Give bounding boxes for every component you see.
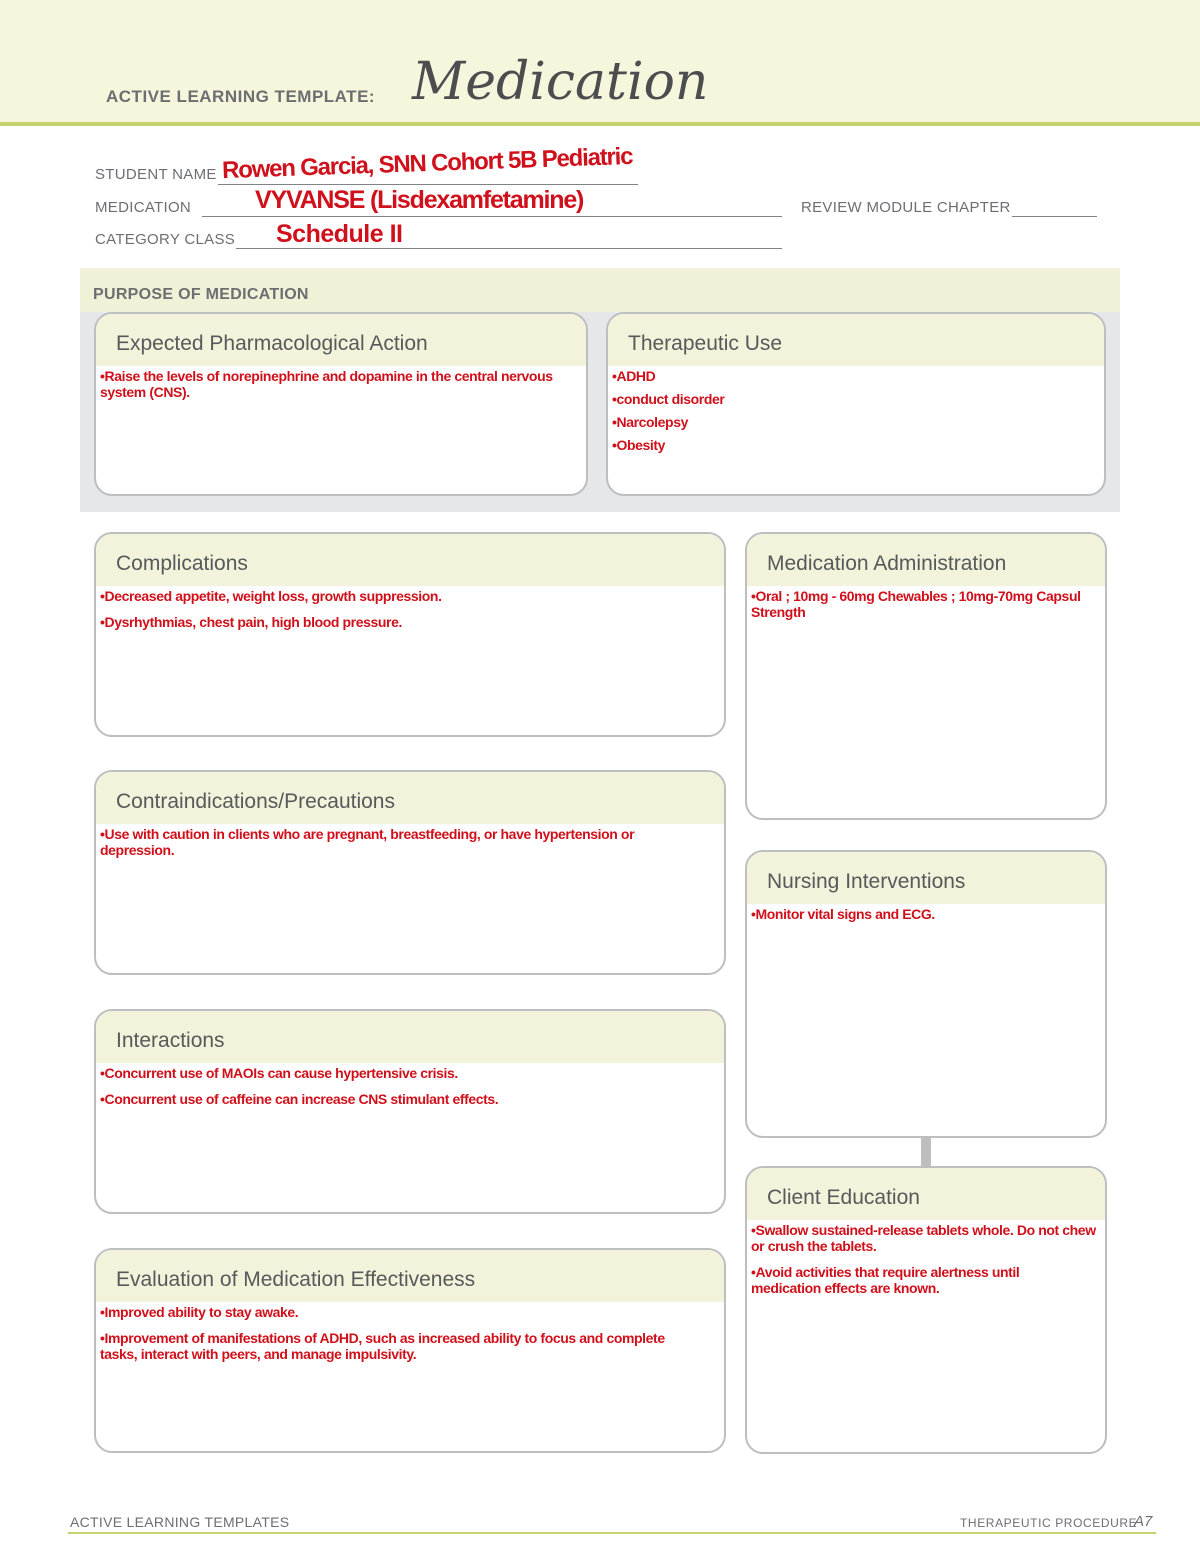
- expected-action-content[interactable]: [100, 368, 580, 488]
- note-item: •Obesity: [612, 437, 666, 453]
- client-education-content[interactable]: [751, 1222, 1099, 1446]
- nursing-interventions-content[interactable]: [751, 906, 1099, 1130]
- contraindications-box: [94, 770, 726, 975]
- template-title: Medication: [412, 52, 709, 112]
- complications-title: Complications: [116, 552, 248, 575]
- contraindications-content[interactable]: [100, 826, 718, 967]
- interactions-title: Interactions: [116, 1029, 225, 1052]
- nursing-interventions-box: [745, 850, 1107, 1138]
- expected-action-title: Expected Pharmacological Action: [116, 332, 428, 355]
- note-item: •ADHD: [612, 368, 656, 384]
- category-class-field[interactable]: Schedule II: [276, 220, 403, 248]
- student-name-line: [218, 184, 638, 185]
- header-divider: [0, 122, 1200, 126]
- note-item: •conduct disorder: [612, 391, 725, 407]
- note-item: •Concurrent use of MAOIs can cause hypertensive crisis.: [100, 1065, 458, 1081]
- note-item: •Improved ability to stay awake.: [100, 1304, 299, 1320]
- note-item: •Improvement of manifestations of ADHD, such as increased ability to focus and complete tasks, interact with peers, and manage impulsivity.: [100, 1330, 665, 1362]
- review-module-field[interactable]: [1012, 216, 1097, 217]
- note-item: •Swallow sustained-release tablets whole. Do not chew or crush the tablets.: [751, 1222, 1096, 1254]
- note-item: •Monitor vital signs and ECG.: [751, 906, 935, 922]
- note-item: •Decreased appetite, weight loss, growth suppression.: [100, 588, 442, 604]
- complications-content[interactable]: [100, 588, 718, 729]
- administration-box: [745, 532, 1107, 820]
- footer-section: THERAPEUTIC PROCEDURE: [960, 1516, 1138, 1530]
- medication-line: [202, 216, 782, 217]
- expected-action-box: [94, 312, 588, 496]
- note-item: •Avoid activities that require alertness until medication effects are known.: [751, 1264, 1020, 1296]
- purpose-section-label: PURPOSE OF MEDICATION: [93, 286, 309, 303]
- therapeutic-use-box: [606, 312, 1106, 496]
- administration-title: Medication Administration: [767, 552, 1007, 575]
- footer-title: ACTIVE LEARNING TEMPLATES: [70, 1514, 290, 1530]
- therapeutic-use-title: Therapeutic Use: [628, 332, 783, 355]
- therapeutic-use-content[interactable]: [612, 368, 1098, 488]
- medication-field[interactable]: VYVANSE (Lisdexamfetamine): [255, 186, 584, 214]
- category-class-label: CATEGORY CLASS: [95, 231, 236, 248]
- student-name-label: STUDENT NAME: [95, 166, 217, 183]
- note-item: •Raise the levels of norepinephrine and dopamine in the central nervous system (CNS).: [100, 368, 553, 400]
- note-item: •Oral ; 10mg - 60mg Chewables ; 10mg-70mg Capsul Strength: [751, 588, 1081, 620]
- client-education-box: [745, 1166, 1107, 1454]
- contraindications-title: Contraindications/Precautions: [116, 790, 395, 813]
- page-number: A7: [1134, 1513, 1153, 1530]
- interactions-box: [94, 1009, 726, 1214]
- evaluation-title: Evaluation of Medication Effectiveness: [116, 1268, 476, 1291]
- complications-box: [94, 532, 726, 737]
- footer-divider: [68, 1532, 1156, 1534]
- note-item: •Dysrhythmias, chest pain, high blood pressure.: [100, 614, 402, 630]
- template-label: ACTIVE LEARNING TEMPLATE:: [106, 87, 376, 106]
- evaluation-box: [94, 1248, 726, 1453]
- note-item: •Concurrent use of caffeine can increase CNS stimulant effects.: [100, 1091, 499, 1107]
- medication-label: MEDICATION: [95, 199, 192, 216]
- note-item: •Narcolepsy: [612, 414, 688, 430]
- client-education-title: Client Education: [767, 1186, 920, 1209]
- nursing-interventions-title: Nursing Interventions: [767, 870, 966, 893]
- evaluation-content[interactable]: [100, 1304, 718, 1445]
- student-name-field[interactable]: Rowen Garcia, SNN Cohort 5B Pediatric: [221, 142, 633, 185]
- review-module-label: REVIEW MODULE CHAPTER: [801, 199, 1011, 216]
- box-connector: [921, 1137, 931, 1167]
- note-item: •Use with caution in clients who are pregnant, breastfeeding, or have hypertension or depression.: [100, 826, 635, 858]
- administration-content[interactable]: [751, 588, 1099, 812]
- interactions-content[interactable]: [100, 1065, 718, 1206]
